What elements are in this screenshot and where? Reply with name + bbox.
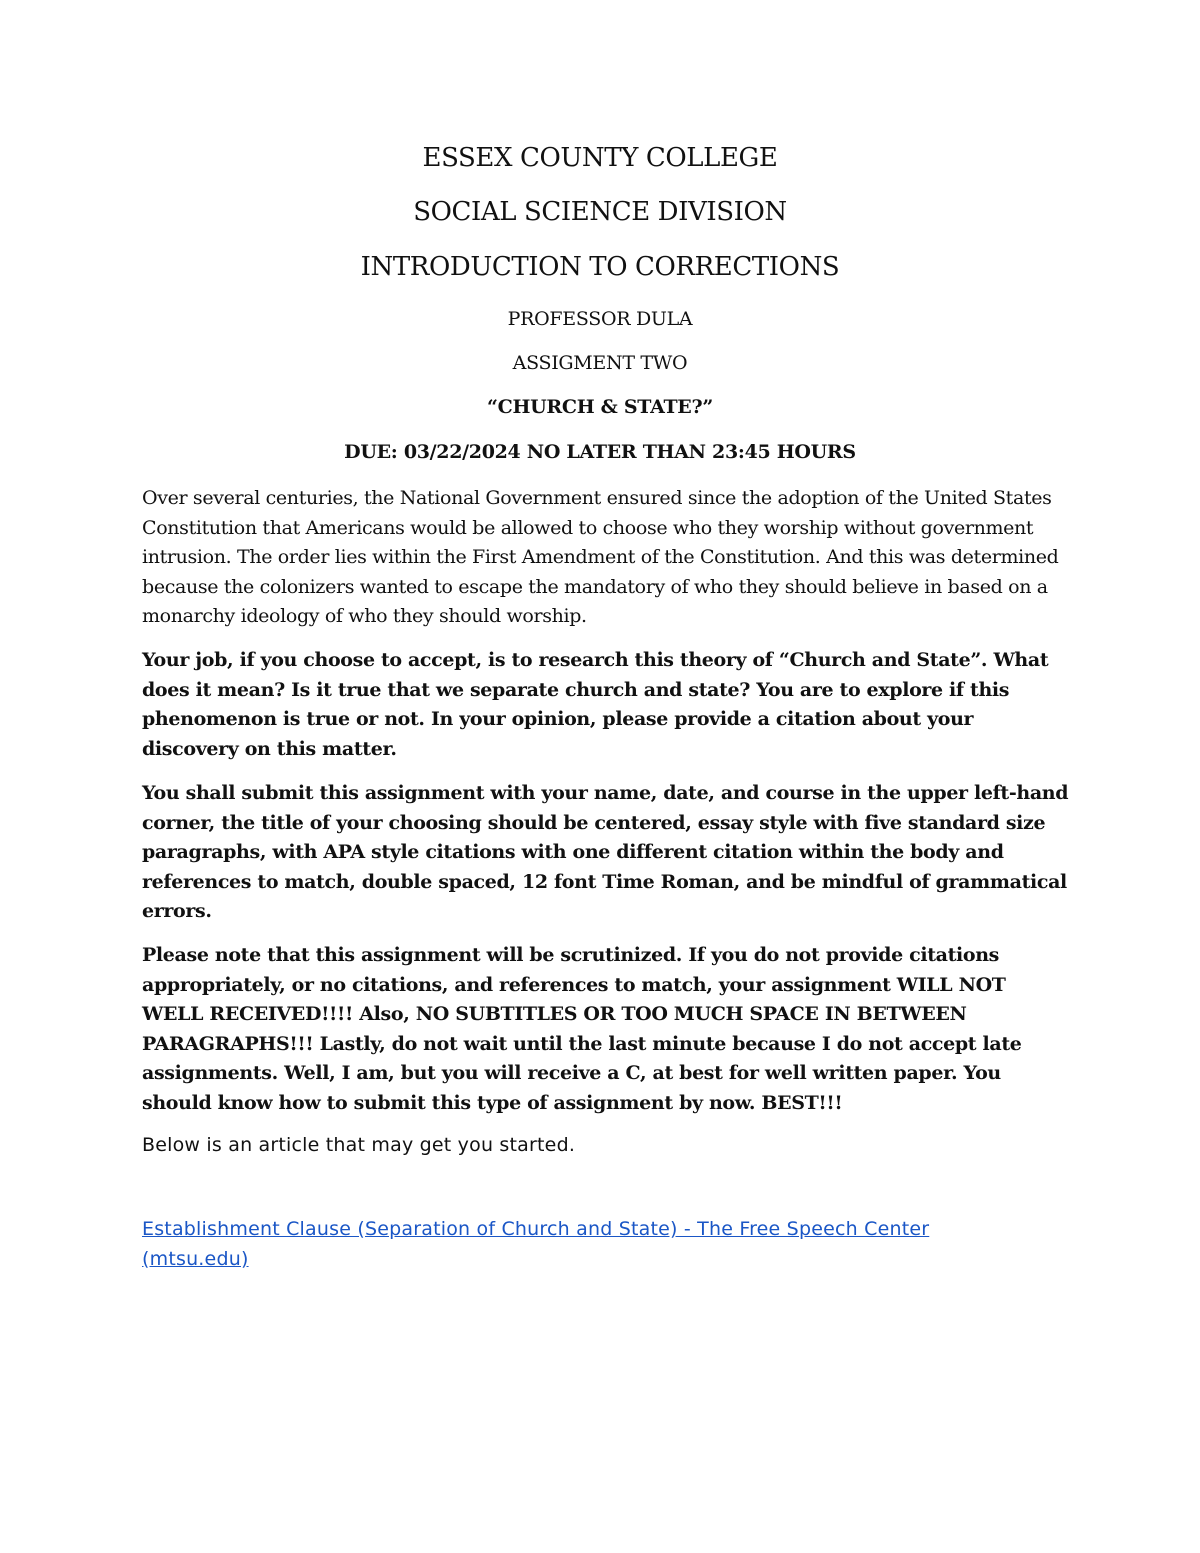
assignment-number: ASSIGMENT TWO bbox=[512, 352, 688, 374]
intro-paragraph: Over several centuries, the National Government ensured since the adoption of the United States Constitution that Americans would be allowed to choose who they worship without government intrusion. The order lies within the First Amendment of the Constitution. And this was determined because the colonizers wanted to escape the mandatory of who they should believe in based on a monarchy ideology of who they should worship. bbox=[142, 487, 1059, 627]
warning-note-paragraph: Please note that this assignment will be scrutinized. If you do not provide citations appropriately, or no citations, and references to match, your assignment WILL NOT WELL RECEIVED!!!! Also, NO SUBTITLES OR TOO MUCH SPACE IN BETWEEN PARAGRAPHS!!! Lastly, do not wait until the last minute because I do not accept late assignments. Well, I am, but you will receive a C, at best for well written paper. You should know how to submit this type of assignment by now. BEST!!! bbox=[142, 944, 1022, 1114]
article-intro-text: Below is an article that may get you started. bbox=[142, 1134, 576, 1156]
professor-name: PROFESSOR DULA bbox=[507, 308, 693, 330]
due-date: DUE: 03/22/2024 NO LATER THAN 23:45 HOURS bbox=[344, 441, 856, 463]
article-link[interactable] bbox=[142, 1215, 1072, 1274]
assignment-title: “CHURCH & STATE?” bbox=[487, 396, 713, 418]
article-link-domain: (mtsu.edu) bbox=[142, 1247, 249, 1270]
division-name: SOCIAL SCIENCE DIVISION bbox=[413, 197, 787, 227]
article-link-text: Establishment Clause (Separation of Church and State) - The Free Speech Center bbox=[142, 1218, 930, 1240]
format-requirements-paragraph: You shall submit this assignment with your name, date, and course in the upper left-hand corner, the title of your choosing should be centered, essay style with five standard size paragraphs, with APA style citations with one different citation within the body and references to match, double spaced, 12 font Time Roman, and be mindful of grammatical errors. bbox=[142, 782, 1069, 922]
course-name: INTRODUCTION TO CORRECTIONS bbox=[360, 252, 840, 282]
task-paragraph: Your job, if you choose to accept, is to research this theory of “Church and State”. What does it mean? Is it true that we separate church and state? You are to explore if this phenomenon is true or not. In your opinion, please provide a citation about your discovery on this matter. bbox=[142, 649, 1049, 760]
college-name: ESSEX COUNTY COLLEGE bbox=[422, 143, 778, 173]
